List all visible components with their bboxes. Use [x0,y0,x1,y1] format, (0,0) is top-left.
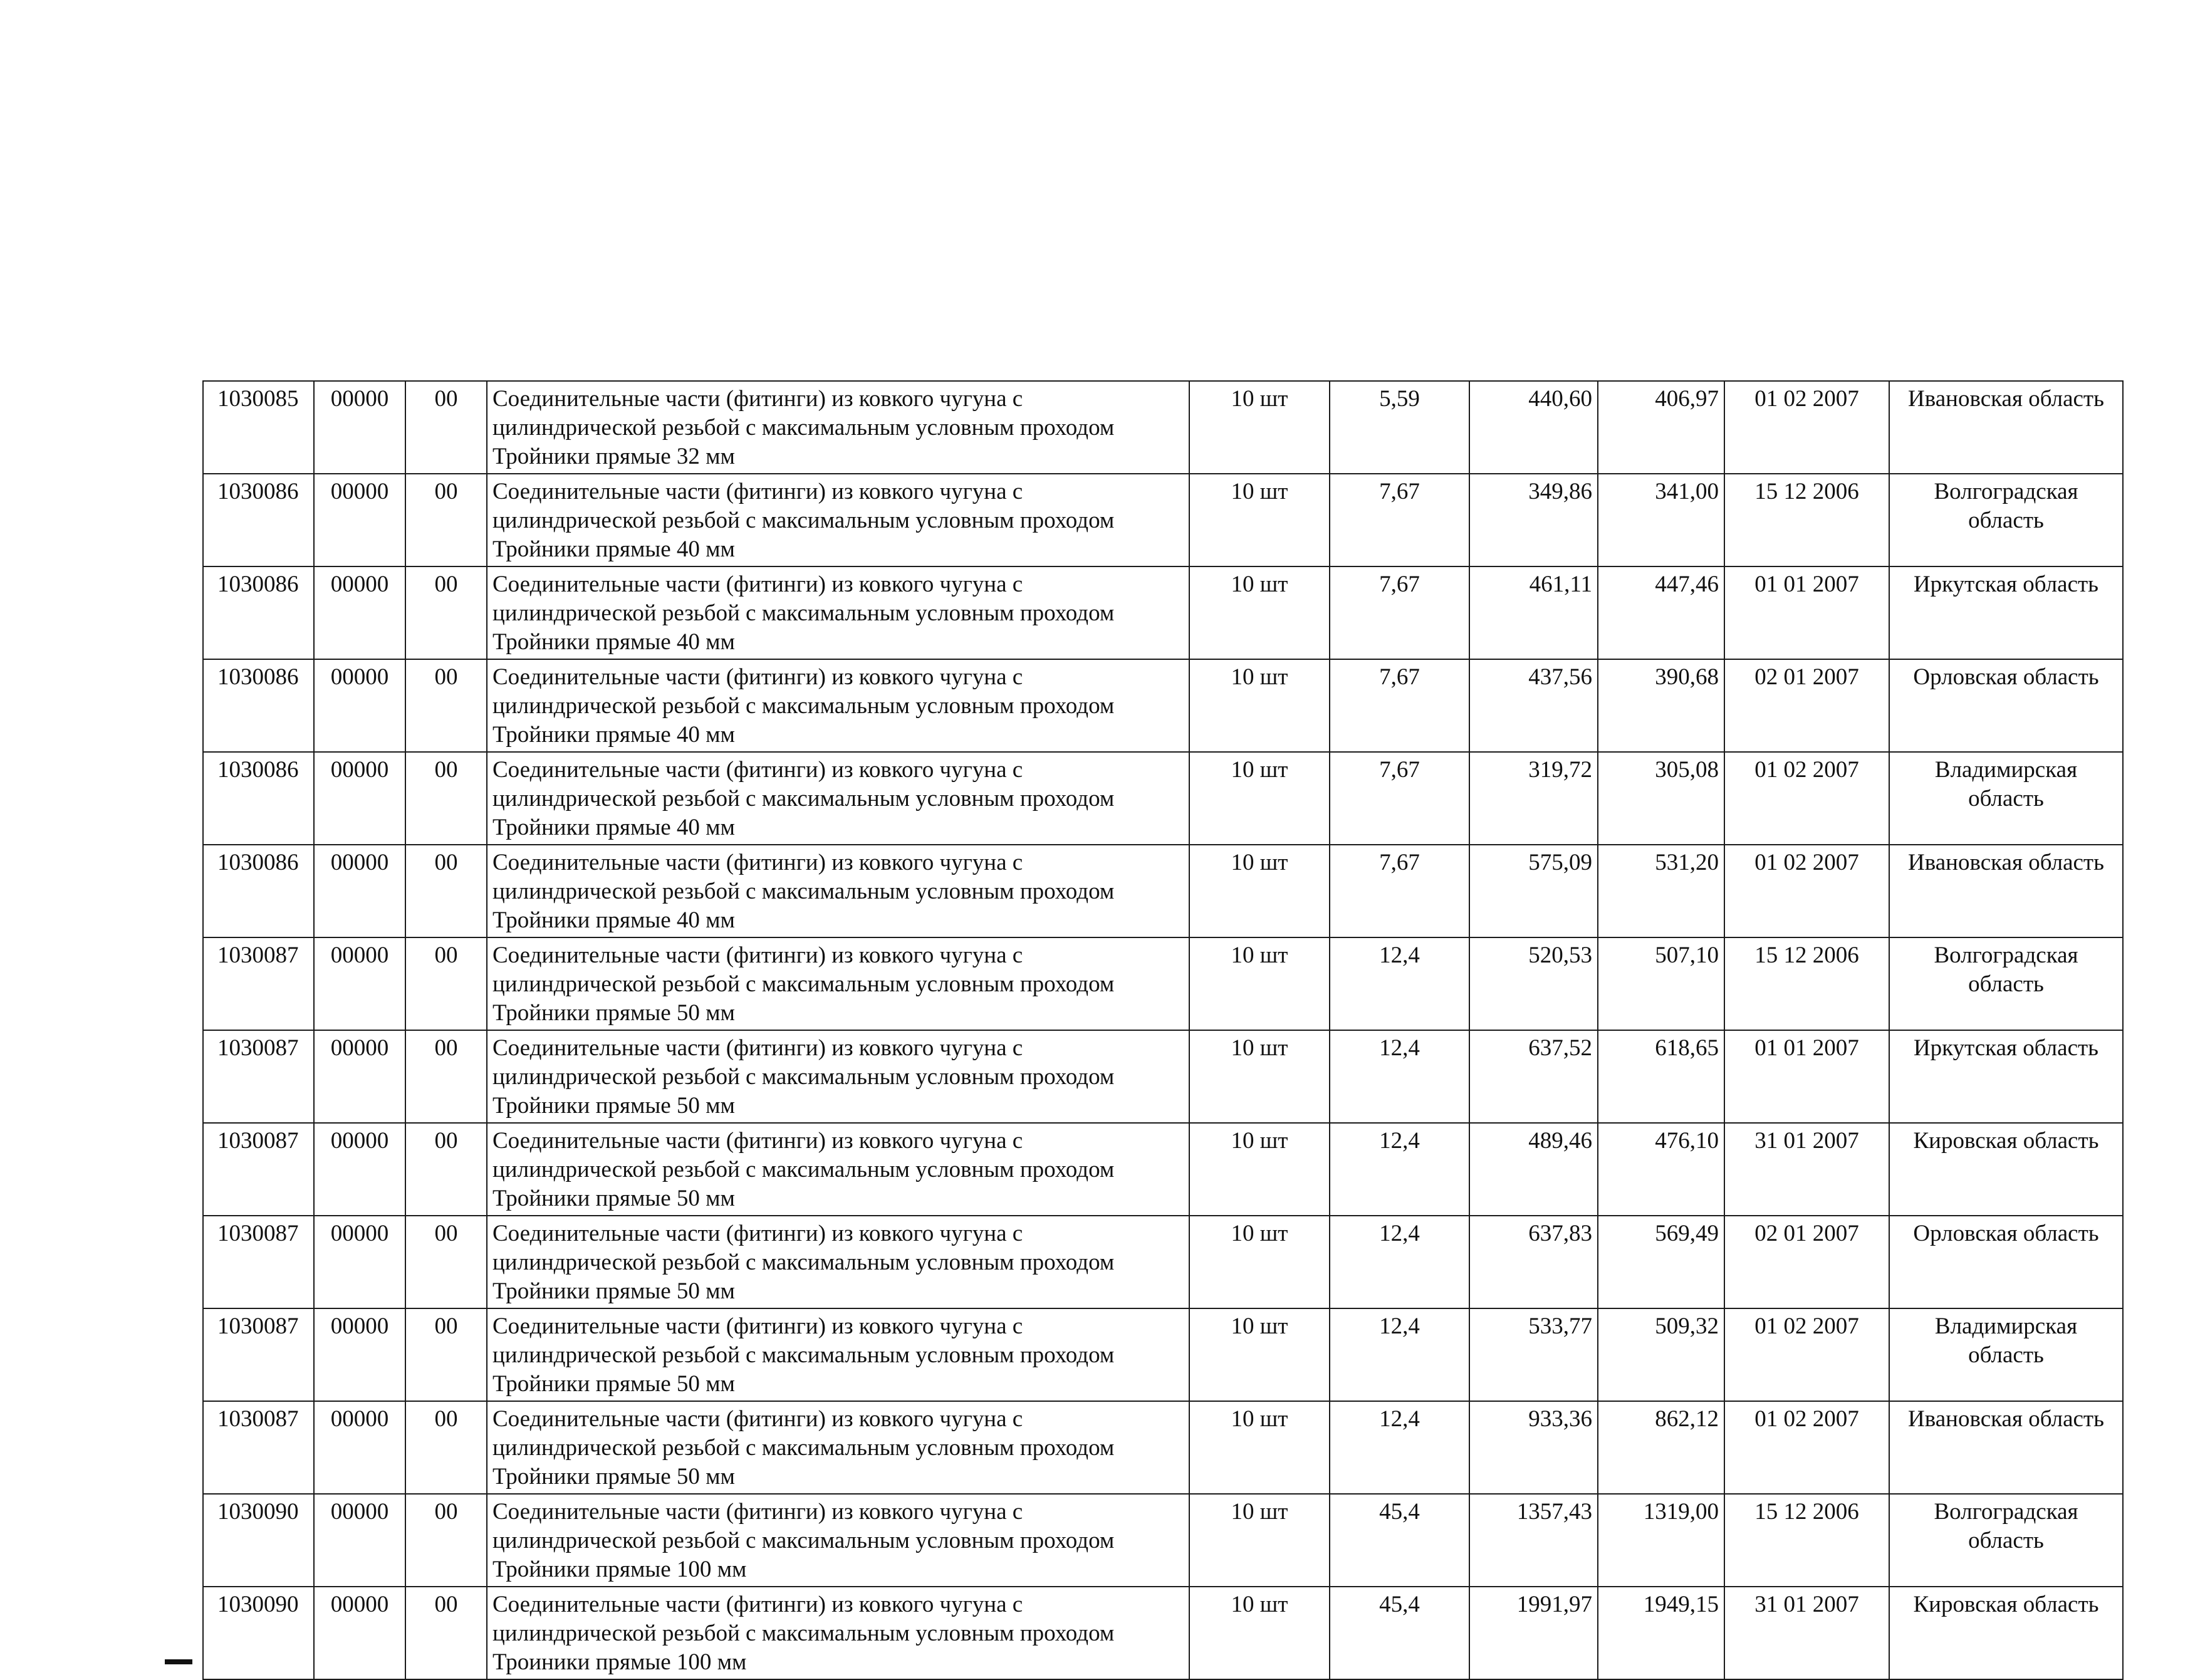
sub-code2-cell: 00 [405,1216,487,1308]
table-body [203,381,2123,1679]
item-name-cell: Соединительные части (фитинги) из ковкого чугуна с цилиндрической резьбой с максимальным условным проходом Тройники прямые 50 мм [487,1030,1189,1123]
price-alt-cell: 1949,15 [1598,1587,1724,1679]
item-name-cell: Соединительные части (фитинги) из ковкого чугуна с цилиндрической резьбой с максимальным условным проходом Тройники прямые 32 мм [487,381,1189,474]
price-cell: 637,83 [1469,1216,1598,1308]
region-cell: Волгоградская область [1889,1494,2123,1587]
region-cell: Волгоградская область [1889,937,2123,1030]
date-cell: 31 01 2007 [1724,1587,1889,1679]
price-cell: 520,53 [1469,937,1598,1030]
item-code-cell: 1030087 [203,1123,314,1216]
date-cell: 15 12 2006 [1724,937,1889,1030]
sub-code2-cell: 00 [405,381,487,474]
item-code-cell: 1030086 [203,659,314,752]
sub-code2-cell: 00 [405,1123,487,1216]
sub-code2-cell: 00 [405,566,487,659]
price-cell: 933,36 [1469,1401,1598,1494]
weight-cell: 45,4 [1330,1494,1469,1587]
item-name-cell: Соединительные части (фитинги) из ковкого чугуна с цилиндрической резьбой с максимальным условным проходом Троиники прямые 100 мм [487,1587,1189,1679]
sub-code-cell: 00000 [314,1030,405,1123]
weight-cell: 7,67 [1330,659,1469,752]
date-cell: 01 02 2007 [1724,381,1889,474]
table-row [203,937,2123,1030]
sub-code-cell: 00000 [314,1123,405,1216]
region-cell: Кировская область [1889,1587,2123,1679]
date-cell: 02 01 2007 [1724,1216,1889,1308]
weight-cell: 12,4 [1330,1401,1469,1494]
price-cell: 461,11 [1469,566,1598,659]
item-name-cell: Соединительные части (фитинги) из ковкого чугуна с цилиндрической резьбой с максимальным условным проходом Тройники прямые 50 мм [487,1123,1189,1216]
price-cell: 349,86 [1469,474,1598,566]
weight-cell: 12,4 [1330,1123,1469,1216]
sub-code-cell: 00000 [314,566,405,659]
sub-code2-cell: 00 [405,937,487,1030]
table-row [203,845,2123,937]
date-cell: 15 12 2006 [1724,1494,1889,1587]
price-cell: 637,52 [1469,1030,1598,1123]
price-alt-cell: 509,32 [1598,1308,1724,1401]
price-cell: 437,56 [1469,659,1598,752]
table-row [203,1030,2123,1123]
price-alt-cell: 476,10 [1598,1123,1724,1216]
item-name-cell: Соединительные части (фитинги) из ковкого чугуна с цилиндрической резьбой с максимальным условным проходом Тройники прямые 40 мм [487,659,1189,752]
price-cell: 1357,43 [1469,1494,1598,1587]
date-cell: 02 01 2007 [1724,659,1889,752]
sub-code2-cell: 00 [405,659,487,752]
item-name-cell: Соединительные части (фитинги) из ковкого чугуна с цилиндрической резьбой с максимальным условным проходом Тройники прямые 40 мм [487,474,1189,566]
item-code-cell: 1030087 [203,1216,314,1308]
weight-cell: 5,59 [1330,381,1469,474]
region-cell: Волгоградская область [1889,474,2123,566]
item-code-cell: 1030087 [203,937,314,1030]
unit-cell: 10 шт [1189,659,1330,752]
item-name-cell: Соединительные части (фитинги) из ковкого чугуна с цилиндрической резьбой с максимальным условным проходом Тройники прямые 100 мм [487,1494,1189,1587]
date-cell: 01 02 2007 [1724,845,1889,937]
price-table [202,380,2124,1680]
sub-code-cell: 00000 [314,1494,405,1587]
sub-code2-cell: 00 [405,1587,487,1679]
date-cell: 01 01 2007 [1724,566,1889,659]
item-code-cell: 1030087 [203,1401,314,1494]
unit-cell: 10 шт [1189,1030,1330,1123]
price-alt-cell: 531,20 [1598,845,1724,937]
price-cell: 489,46 [1469,1123,1598,1216]
unit-cell: 10 шт [1189,1123,1330,1216]
sub-code-cell: 00000 [314,1308,405,1401]
weight-cell: 12,4 [1330,1308,1469,1401]
price-cell: 319,72 [1469,752,1598,845]
unit-cell: 10 шт [1189,474,1330,566]
unit-cell: 10 шт [1189,1494,1330,1587]
region-cell: Кировская область [1889,1123,2123,1216]
unit-cell: 10 шт [1189,566,1330,659]
region-cell: Ивановская область [1889,845,2123,937]
table-row [203,752,2123,845]
sub-code-cell: 00000 [314,752,405,845]
table-row [203,1587,2123,1679]
region-cell: Владимирская область [1889,752,2123,845]
weight-cell: 12,4 [1330,1216,1469,1308]
price-alt-cell: 447,46 [1598,566,1724,659]
sub-code2-cell: 00 [405,1494,487,1587]
table-row [203,474,2123,566]
unit-cell: 10 шт [1189,381,1330,474]
unit-cell: 10 шт [1189,1587,1330,1679]
sub-code-cell: 00000 [314,381,405,474]
item-name-cell: Соединительные части (фитинги) из ковкого чугуна с цилиндрической резьбой с максимальным условным проходом Тройники прямые 50 мм [487,1308,1189,1401]
item-name-cell: Соединительные части (фитинги) из ковкого чугуна с цилиндрической резьбой с максимальным условным проходом Тройники прямые 40 мм [487,752,1189,845]
item-code-cell: 1030086 [203,474,314,566]
item-code-cell: 1030086 [203,566,314,659]
table-row [203,1216,2123,1308]
sub-code-cell: 00000 [314,937,405,1030]
weight-cell: 7,67 [1330,845,1469,937]
item-name-cell: Соединительные части (фитинги) из ковкого чугуна с цилиндрической резьбой с максимальным условным проходом Тройники прямые 50 мм [487,937,1189,1030]
sub-code2-cell: 00 [405,845,487,937]
price-cell: 575,09 [1469,845,1598,937]
item-name-cell: Соединительные части (фитинги) из ковкого чугуна с цилиндрической резьбой с максимальным условным проходом Тройники прямые 50 мм [487,1216,1189,1308]
region-cell: Орловская область [1889,659,2123,752]
sub-code-cell: 00000 [314,659,405,752]
region-cell: Владимирская область [1889,1308,2123,1401]
item-code-cell: 1030087 [203,1030,314,1123]
item-code-cell: 1030087 [203,1308,314,1401]
unit-cell: 10 шт [1189,1401,1330,1494]
sub-code-cell: 00000 [314,845,405,937]
item-code-cell: 1030086 [203,845,314,937]
region-cell: Иркутская область [1889,566,2123,659]
price-cell: 1991,97 [1469,1587,1598,1679]
price-alt-cell: 862,12 [1598,1401,1724,1494]
weight-cell: 7,67 [1330,752,1469,845]
price-alt-cell: 390,68 [1598,659,1724,752]
sub-code-cell: 00000 [314,1216,405,1308]
table-row [203,1308,2123,1401]
unit-cell: 10 шт [1189,1216,1330,1308]
price-alt-cell: 569,49 [1598,1216,1724,1308]
table-row [203,1494,2123,1587]
sub-code2-cell: 00 [405,1401,487,1494]
unit-cell: 10 шт [1189,752,1330,845]
price-cell: 533,77 [1469,1308,1598,1401]
price-alt-cell: 507,10 [1598,937,1724,1030]
table-row [203,1401,2123,1494]
table-row [203,659,2123,752]
price-alt-cell: 618,65 [1598,1030,1724,1123]
date-cell: 01 02 2007 [1724,1401,1889,1494]
price-alt-cell: 406,97 [1598,381,1724,474]
date-cell: 31 01 2007 [1724,1123,1889,1216]
item-code-cell: 1030090 [203,1587,314,1679]
item-name-cell: Соединительные части (фитинги) из ковкого чугуна с цилиндрической резьбой с максимальным условным проходом Тройники прямые 50 мм [487,1401,1189,1494]
weight-cell: 45,4 [1330,1587,1469,1679]
table-row [203,1123,2123,1216]
price-alt-cell: 341,00 [1598,474,1724,566]
item-code-cell: 1030086 [203,752,314,845]
region-cell: Ивановская область [1889,381,2123,474]
weight-cell: 12,4 [1330,937,1469,1030]
date-cell: 01 02 2007 [1724,752,1889,845]
table-row [203,381,2123,474]
item-name-cell: Соединительные части (фитинги) из ковкого чугуна с цилиндрической резьбой с максимальным условным проходом Тройники прямые 40 мм [487,845,1189,937]
price-alt-cell: 1319,00 [1598,1494,1724,1587]
sub-code-cell: 00000 [314,1401,405,1494]
date-cell: 15 12 2006 [1724,474,1889,566]
weight-cell: 7,67 [1330,566,1469,659]
region-cell: Ивановская область [1889,1401,2123,1494]
weight-cell: 7,67 [1330,474,1469,566]
sub-code-cell: 00000 [314,1587,405,1679]
weight-cell: 12,4 [1330,1030,1469,1123]
page-corner-mark [165,1659,192,1664]
sub-code2-cell: 00 [405,752,487,845]
region-cell: Иркутская область [1889,1030,2123,1123]
item-code-cell: 1030090 [203,1494,314,1587]
price-alt-cell: 305,08 [1598,752,1724,845]
sub-code2-cell: 00 [405,1308,487,1401]
region-cell: Орловская область [1889,1216,2123,1308]
unit-cell: 10 шт [1189,845,1330,937]
item-code-cell: 1030085 [203,381,314,474]
date-cell: 01 01 2007 [1724,1030,1889,1123]
sub-code-cell: 00000 [314,474,405,566]
sub-code2-cell: 00 [405,1030,487,1123]
sub-code2-cell: 00 [405,474,487,566]
date-cell: 01 02 2007 [1724,1308,1889,1401]
unit-cell: 10 шт [1189,937,1330,1030]
unit-cell: 10 шт [1189,1308,1330,1401]
item-name-cell: Соединительные части (фитинги) из ковкого чугуна с цилиндрической резьбой с максимальным условным проходом Тройники прямые 40 мм [487,566,1189,659]
table-row [203,566,2123,659]
price-cell: 440,60 [1469,381,1598,474]
